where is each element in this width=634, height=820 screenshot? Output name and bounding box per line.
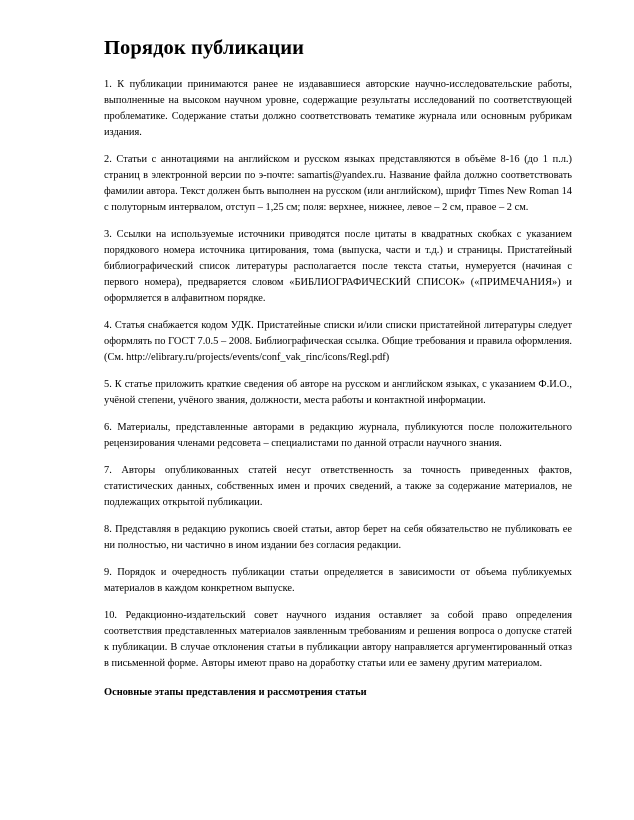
paragraph-7: 7. Авторы опубликованных статей несут ответственность за точность приведенных фактов, статистических данных, собственных имен и прочих сведений, а также за содержание материалов, не подлежащих открытой публикации. — [104, 464, 572, 508]
paragraph-6: 6. Материалы, представленные авторами в редакцию журнала, публикуются после положительного рецензирования членами редсовета – специалистами по данной отрасли научного знания. — [104, 421, 572, 449]
paragraph-8: 8. Представляя в редакцию рукопись своей статьи, автор берет на себя обязательство не публиковать ее ни полностью, ни частично в ином издании без согласия редакции. — [104, 523, 572, 551]
paragraph-10: 10. Редакционно-издательский совет научного издания оставляет за собой право определения соответствия представленных материалов заявленным требованиям и решения вопроса о допуске статей к публикации. В случае отклонения статьи в публикации автору направляется аргументированный отказ в письменной форме. Авторы имеют право на доработку статьи или ее замену другим материалом. — [104, 610, 572, 670]
paragraph-3: 3. Ссылки на используемые источники приводятся после цитаты в квадратных скобках с указанием порядкового номера источника цитирования, тома (выпуска, части и т.д.) и страницы. Пристатейный библиографический список литературы располагается после текста статьи, нумеруется (начиная с первого номера), предваряется словом «БИБЛИОГРАФИЧЕСКИЙ СПИСОК» («ПРИМЕЧАНИЯ») и оформляется в алфавитном порядке. — [104, 228, 572, 304]
page-title: Порядок публикации — [104, 37, 305, 59]
paragraph-1: 1. К публикации принимаются ранее не издававшиеся авторские научно-исследовательские работы, выполненные на высоком научном уровне, содержащие результаты исследований по соответствующей проблематике. Содержание статьи должно соответствовать тематике журнала или основным рубрикам издания. — [104, 78, 572, 138]
paragraph-5: 5. К статье приложить краткие сведения об авторе на русском и английском языках, с указанием Ф.И.О., учёной степени, учёного звания, должности, места работы и контактной информации. — [104, 378, 572, 406]
paragraph-4: 4. Статья снабжается кодом УДК. Пристатейные списки и/или списки пристатейной литературы следует оформлять по ГОСТ 7.0.5 – 2008. Библиографическая ссылка. Общие требования и правила оформления. (См. http://elibrary.ru/projects/events/conf_vak_rinc/icons/Regl.pdf) — [104, 319, 572, 363]
paragraph-2: 2. Статьи с аннотациями на английском и русском языках представляются в объёме 8-16 (до 1 п.л.) страниц в электронной версии по э-почте: samartis@yandex.ru. Название файла должно соответствовать фамилии автора. Текст должен быть выполнен на русском (или английском), шрифт Times New Roman 14 с полуторным интервалом, отступ – 1,25 см; поля: верхнее, нижнее, левое – 2 см, правое – 2 см. — [104, 153, 572, 213]
section-heading: Основные этапы представления и рассмотрения статьи — [104, 687, 367, 699]
paragraph-9: 9. Порядок и очередность публикации статьи определяется в зависимости от объема публикуемых материалов в каждом конкретном выпуске. — [104, 566, 572, 594]
